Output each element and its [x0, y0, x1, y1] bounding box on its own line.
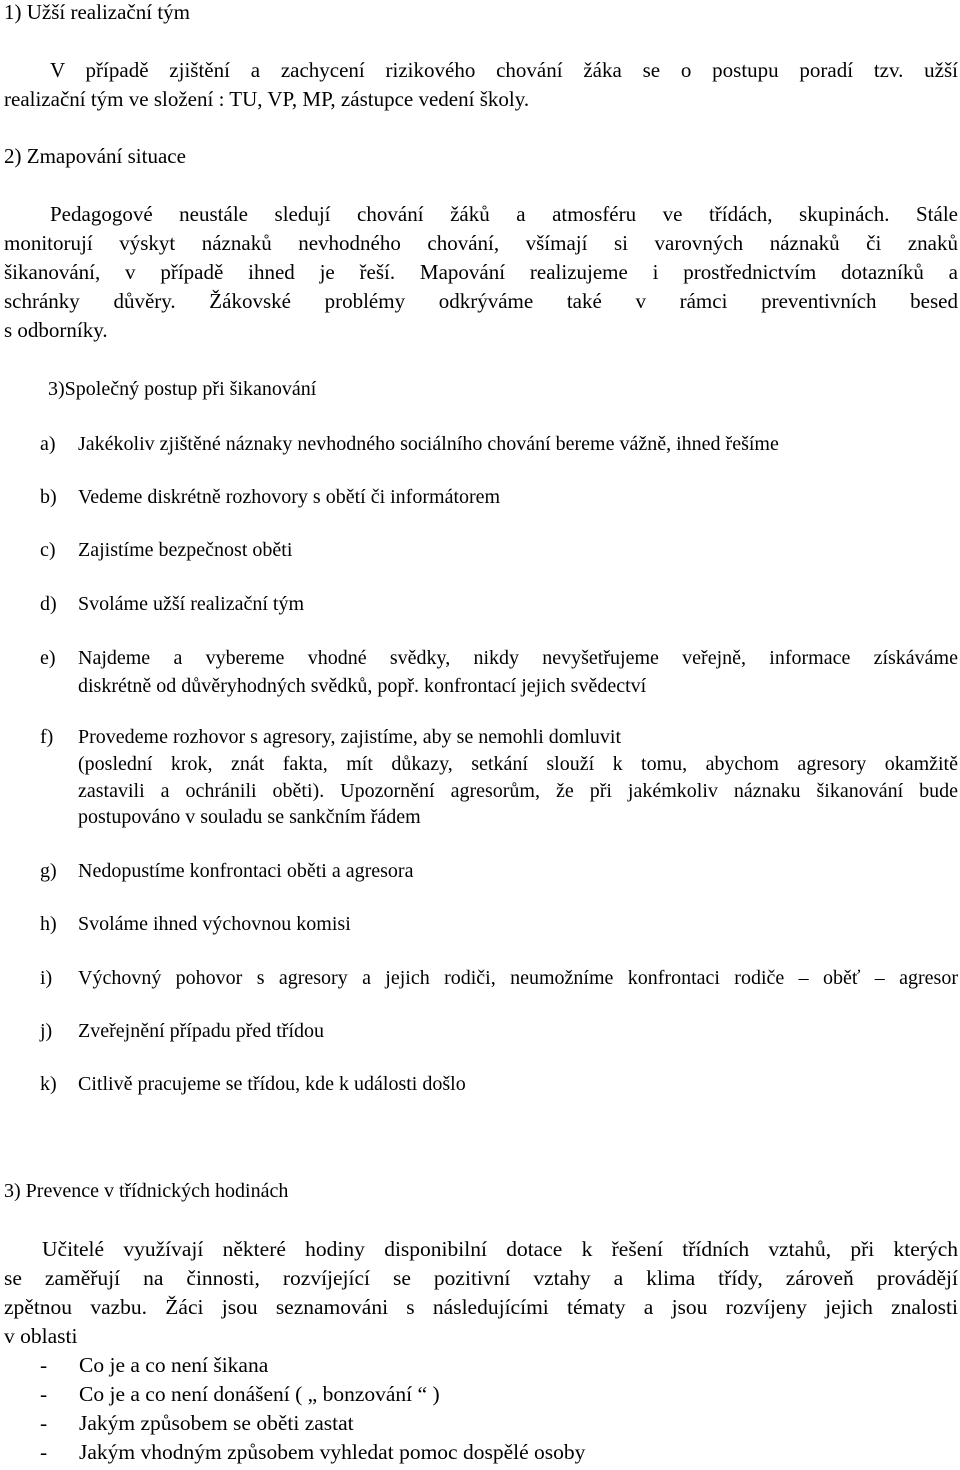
list-item-text: diskrétně od důvěryhodných svědků, popř. konfrontací jejich svědectví [78, 675, 647, 697]
list-item-marker: g) [40, 860, 57, 882]
list-item-marker: h) [40, 913, 57, 935]
list-item-marker: f) [40, 726, 54, 748]
section-2-heading: 2) Zmapování situace [4, 144, 186, 168]
bullet-item: Jakým vhodným způsobem vyhledat pomoc dospělé osoby [79, 1440, 586, 1464]
list-item-text: Zajistíme bezpečnost oběti [78, 539, 293, 561]
list-item-marker: d) [40, 593, 57, 615]
section-2-para-line: šikanování, v případě ihned je řeší. Mapování realizujeme i prostřednictvím dotazníků a [4, 260, 958, 284]
section-4-para-line: zpětnou vazbu. Žáci jsou seznamováni s následujícími tématy a jsou rozvíjeny jejich znalosti [4, 1295, 958, 1319]
section-1-heading: 1) Užší realizační tým [4, 0, 191, 24]
bullet-item: Co je a co není donášení ( „ bonzování “ ) [79, 1382, 440, 1406]
list-item-text: Nedopustíme konfrontaci oběti a agresora [78, 860, 414, 882]
section-3-heading: 3)Společný postup při šikanování [48, 378, 317, 400]
list-item-marker: c) [40, 539, 56, 561]
section-2-para-line: Pedagogové neustále sledují chování žáků a atmosféru ve třídách, skupinách. Stále [50, 202, 958, 226]
bullet-marker: - [40, 1411, 48, 1435]
section-4-para-line: Učitelé využívají některé hodiny disponibilní dotace k řešení třídních vztahů, při kterých [42, 1237, 958, 1261]
list-item-text: Najdeme a vybereme vhodné svědky, nikdy nevyšetřujeme veřejně, informace získáváme [78, 647, 958, 669]
list-item-marker: a) [40, 433, 56, 455]
bullet-item: Jakým způsobem se oběti zastat [79, 1411, 354, 1435]
list-item-marker: k) [40, 1073, 57, 1095]
section-4-heading: 3) Prevence v třídnických hodinách [4, 1180, 289, 1202]
list-item-text: postupováno v souladu se sankčním řádem [78, 806, 421, 828]
list-item-text: Citlivě pracujeme se třídou, kde k události došlo [78, 1073, 466, 1095]
list-item-text: (poslední krok, znát fakta, mít důkazy, setkání slouží k tomu, abychom agresory okamžitě [78, 753, 958, 775]
section-4-para-line: se zaměřují na činnosti, rozvíjející se pozitivní vztahy a klima třídy, zároveň provádějí [4, 1266, 958, 1290]
bullet-marker: - [40, 1382, 48, 1406]
list-item-text: Svoláme užší realizační tým [78, 593, 305, 615]
list-item-text: Svoláme ihned výchovnou komisi [78, 913, 351, 935]
section-1-para-line: realizační tým ve složení : TU, VP, MP, zástupce vedení školy. [4, 87, 530, 111]
section-2-para-line: s odborníky. [4, 318, 108, 342]
section-1-para-line: V případě zjištění a zachycení rizikového chování žáka se o postupu poradí tzv. užší [50, 58, 958, 82]
list-item-marker: j) [40, 1020, 53, 1042]
list-item-text: zastavili a ochránili oběti). Upozornění agresorům, že při jakémkoliv náznaku šikanování bude [78, 780, 958, 802]
list-item-text: Vedeme diskrétně rozhovory s obětí či informátorem [78, 486, 501, 508]
bullet-item: Co je a co není šikana [79, 1353, 269, 1377]
bullet-marker: - [40, 1353, 48, 1377]
list-item-marker: i) [40, 967, 53, 989]
list-item-marker: b) [40, 486, 57, 508]
section-4-para-line: v oblasti [4, 1324, 78, 1348]
section-2-para-line: monitorují výskyt náznaků nevhodného chování, všímají si varovných náznaků či znaků [4, 231, 958, 255]
list-item-marker: e) [40, 647, 56, 669]
list-item-text: Provedeme rozhovor s agresory, zajistíme, aby se nemohli domluvit [78, 726, 622, 748]
section-2-para-line: schránky důvěry. Žákovské problémy odkrýváme také v rámci preventivních besed [4, 289, 958, 313]
bullet-marker: - [40, 1440, 48, 1464]
list-item-text: Výchovný pohovor s agresory a jejich rodiči, neumožníme konfrontaci rodiče – oběť – agresor [78, 967, 958, 989]
list-item-text: Jakékoliv zjištěné náznaky nevhodného sociálního chování bereme vážně, ihned řešíme [78, 433, 779, 455]
list-item-text: Zveřejnění případu před třídou [78, 1020, 325, 1042]
